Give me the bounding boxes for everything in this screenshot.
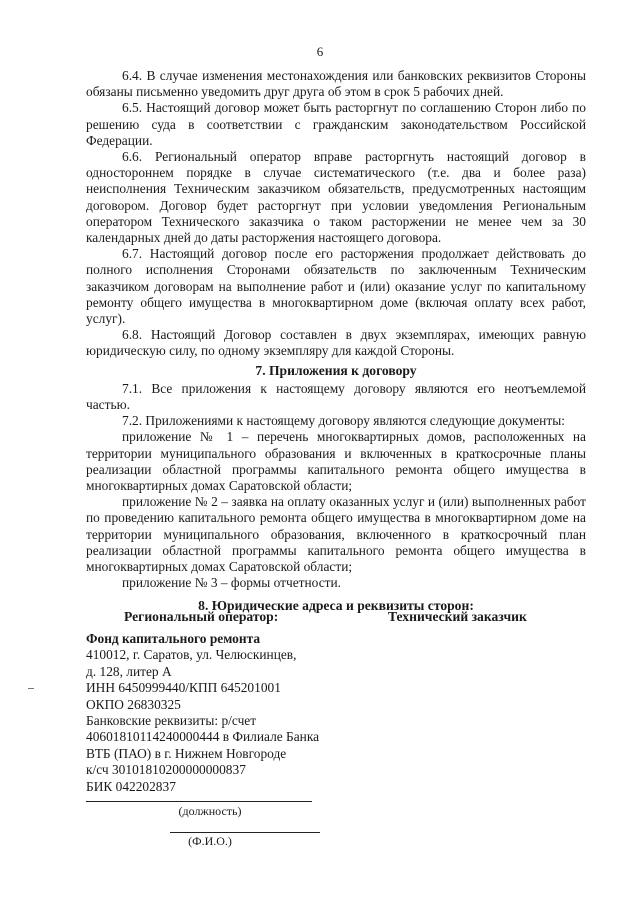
regional-operator-title: Региональный оператор: — [124, 609, 279, 624]
paragraph-6-4: 6.4. В случае изменения местонахождения или банковских реквизитов Стороны обязаны письменно уведомить друг друга об этом в срок 5 рабочих дней. — [86, 68, 586, 100]
name-caption: (Ф.И.О.) — [188, 834, 232, 848]
section-8-heading: 8. Юридические адреса и реквизиты сторон: — [198, 597, 474, 613]
bank-name: ВТБ (ПАО) в г. Нижнем Новгороде — [86, 745, 287, 761]
address-line-1: 410012, г. Саратов, ул. Челюскинцев, — [86, 647, 297, 663]
paragraph-6-6: 6.6. Региональный оператор вправе расторгнуть настоящий договор в одностороннем порядке в случае систематического (т.е. два и более раза) неисполнения Техническим заказчиком обязательств, предусмотренных настоящим договором. Договор будет расторгнут при условии уведомления Региональным оператором Технического заказчика о таком расторжении не менее чем за 30 календарных дней до даты расторжения настоящего договора. — [86, 149, 586, 246]
section-7-heading: 7. Приложения к договору — [255, 362, 417, 378]
bik: БИК 042202837 — [86, 778, 176, 794]
position-caption: (должность) — [178, 804, 242, 818]
margin-mark — [28, 688, 34, 689]
signature-name-line — [170, 832, 320, 833]
appendix-3-item: приложение № 3 – формы отчетности. — [122, 575, 342, 591]
bank-account: 40601810114240000444 в Филиале Банка — [86, 729, 320, 745]
organization-name: Фонд капитального ремонта — [86, 631, 261, 646]
paragraph-6-8: 6.8. Настоящий Договор составлен в двух экземплярах, имеющих равную юридическую силу, по одному экземпляру для каждой Стороны. — [86, 327, 586, 359]
technical-customer-title: Технический заказчик — [388, 609, 527, 624]
regional-operator-requisites — [86, 631, 346, 795]
paragraph-7-1: 7.1. Все приложения к настоящему договору являются его неотъемлемой частью. — [86, 380, 586, 413]
paragraph-7-2: 7.2. Приложениями к настоящему договору являются следующие документы: — [122, 413, 565, 429]
correspondent-account: к/сч 30101810200000000837 — [86, 762, 246, 778]
document-body — [86, 68, 586, 616]
signature-position-line — [86, 801, 312, 802]
page-number: 6 — [316, 44, 324, 59]
address-line-2: д. 128, литер А — [86, 663, 172, 679]
inn-kpp: ИНН 6450999440/КПП 645201001 — [86, 680, 281, 696]
appendix-1-item: приложение № 1 – перечень многоквартирных домов, расположенных на территории муниципального образования и включенных в краткосрочные планы реализации областной программы капитального ремонта общего имущества в многоквартирных домах Саратовской области; — [86, 429, 586, 494]
okpo: ОКПО 26830325 — [86, 696, 181, 712]
paragraph-6-7: 6.7. Настоящий договор после его расторжения продолжает действовать до полного исполнения Сторонами обязательств по заключенным Техническим заказчиком договорам на выполнение работ и (или) оказание услуг по капитальному ремонту общего имущества в многоквартирном доме (включая оплату всех работ, услуг). — [86, 246, 586, 327]
appendix-2-item: приложение № 2 – заявка на оплату оказанных услуг и (или) выполненных работ по проведению капитального ремонта общего имущества в многоквартирном доме на территории муниципального образования, включенного в краткосрочный план реализации областной программы капитального ремонта общего имущества в многоквартирных домах Саратовской области; — [86, 494, 586, 575]
paragraph-6-5: 6.5. Настоящий договор может быть расторгнут по соглашению Сторон либо по решению суда в соответствии с гражданским законодательством Российской Федерации. — [86, 100, 586, 148]
bank-details-label: Банковские реквизиты: р/счет — [86, 713, 257, 729]
